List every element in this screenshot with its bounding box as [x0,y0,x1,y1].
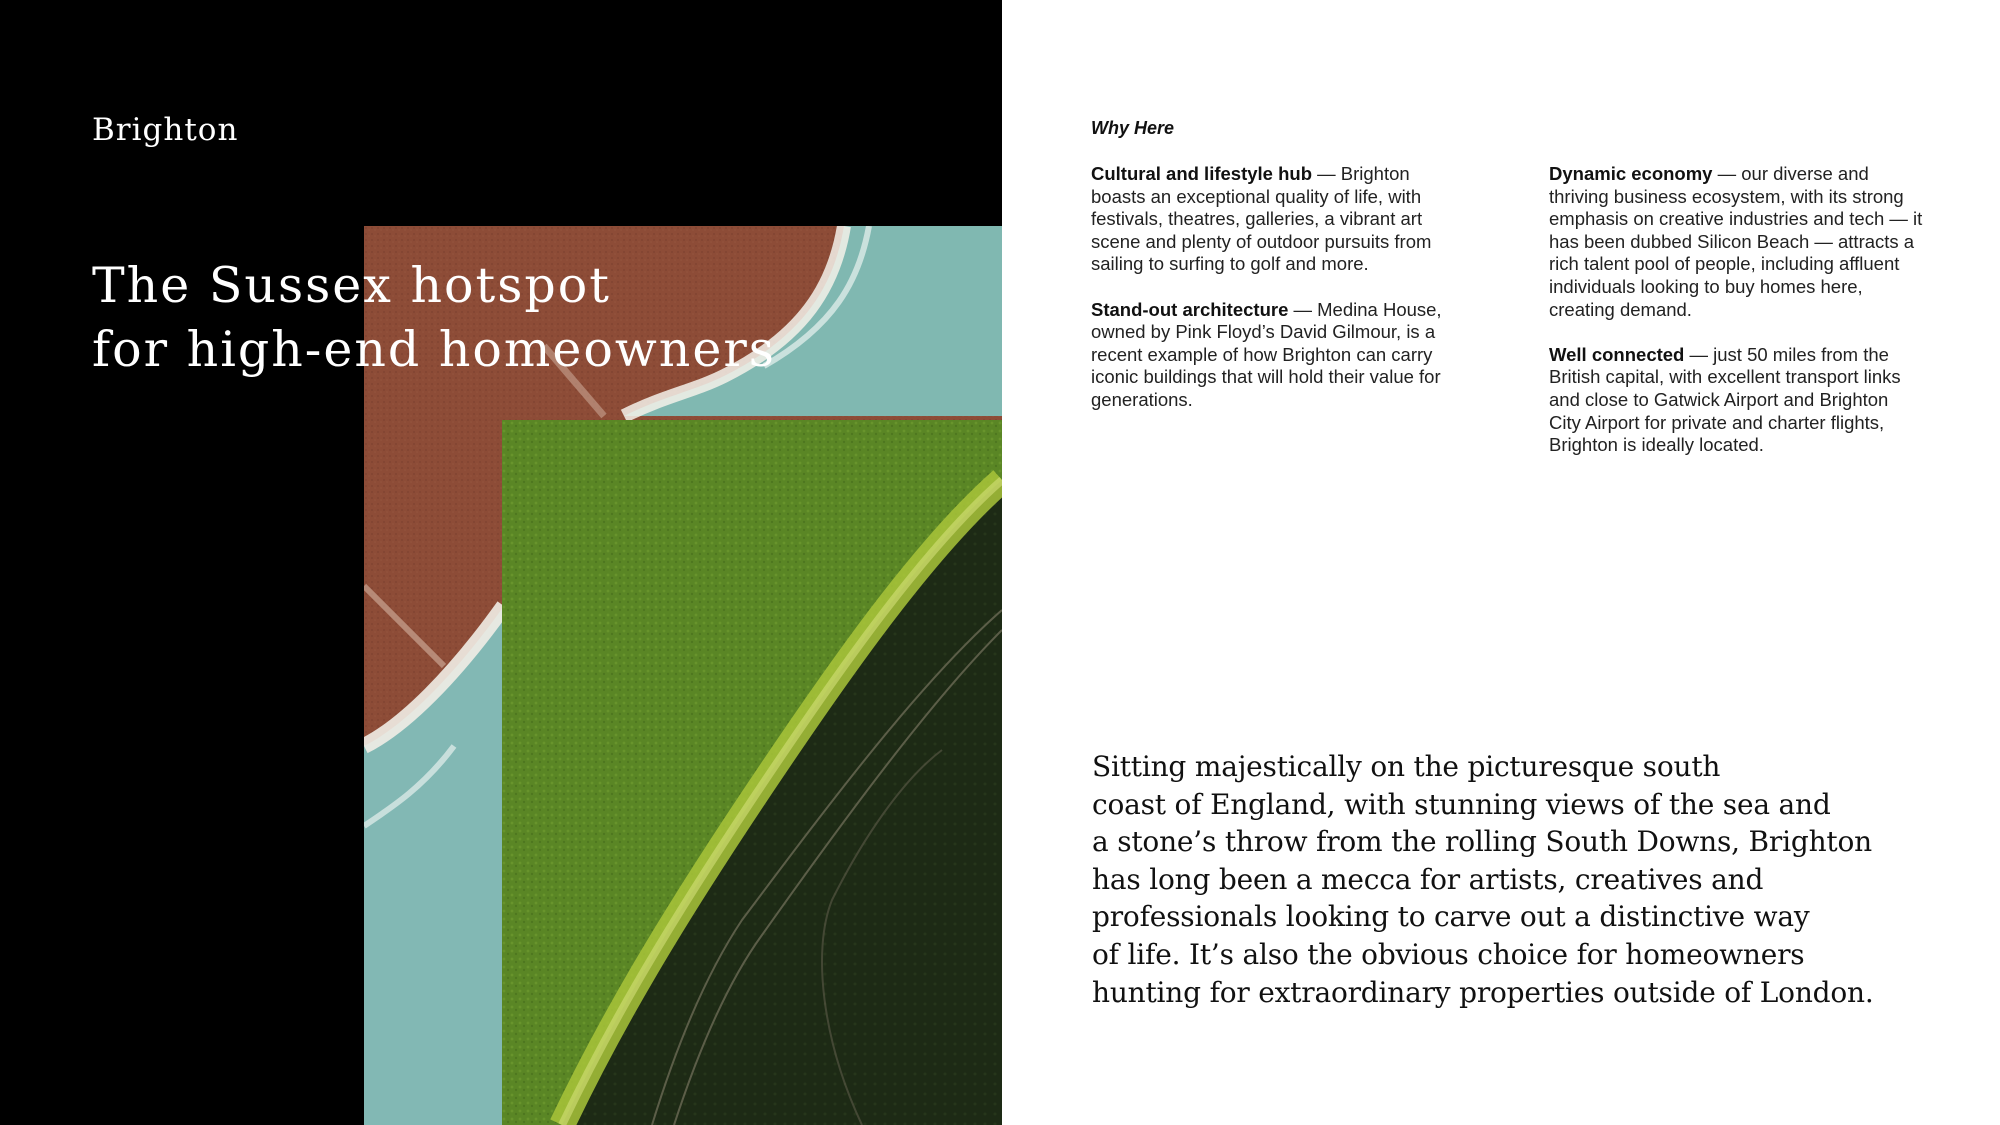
separator: — [1288,298,1318,320]
feature-text: Brighton boasts an exceptional quality of life, with festivals, theatres, galleries, a vibrant art scene and plenty of outdoor pursuits from sailing to surfing to golf and more. [1091,163,1432,275]
separator: — [1312,163,1341,184]
feature-architecture [1091,299,1466,412]
separator: — [1712,163,1742,184]
intro-line: has long been a mecca for artists, creatives and [1092,862,1764,896]
why-here-column-left [1091,163,1466,434]
feature-cultural [1091,163,1466,276]
feature-connected [1549,344,1924,457]
feature-heading: Dynamic economy [1549,163,1713,184]
hero-title-line: The Sussex hotspot [92,257,611,314]
city-title: Brighton [92,112,239,148]
feature-heading: Well connected [1549,343,1685,365]
hero-title-line: for high-end homeowners [92,321,776,378]
feature-text: Medina House, owned by Pink Floyd’s David Gilmour, is a recent example of how Brighton can carry iconic buildings that will hold their value for generations. [1091,298,1442,410]
feature-heading: Cultural and lifestyle hub [1091,163,1312,184]
feature-heading: Stand-out architecture [1091,298,1289,320]
why-here-column-right [1549,163,1924,479]
feature-economy [1549,163,1924,321]
intro-line: coast of England, with stunning views of the sea and [1092,787,1831,821]
separator: — [1684,343,1714,365]
intro-line: of life. It’s also the obvious choice for homeowners [1092,937,1805,971]
field-aerial-photo [502,420,1002,1125]
feature-text: just 50 miles from the British capital, with excellent transport links and close to Gatwick Airport and Brighton City Airport for private and charter flights, Brighton is ideally located. [1549,343,1901,456]
intro-line: hunting for extraordinary properties outside of London. [1092,975,1874,1009]
intro-paragraph [1092,748,1942,1011]
hero-title [92,254,912,382]
intro-line: a stone’s throw from the rolling South Downs, Brighton [1092,825,1872,859]
intro-line: professionals looking to carve out a distinctive way [1092,900,1810,934]
intro-line: Sitting majestically on the picturesque south [1092,750,1721,783]
feature-text: our diverse and thriving business ecosystem, with its strong emphasis on creative industries and tech — it has been dubbed Silicon Beach — attracts a rich talent pool of people, including affluent individuals looking to buy homes here, creating demand. [1549,163,1923,320]
why-here-label: Why Here [1091,118,1175,138]
